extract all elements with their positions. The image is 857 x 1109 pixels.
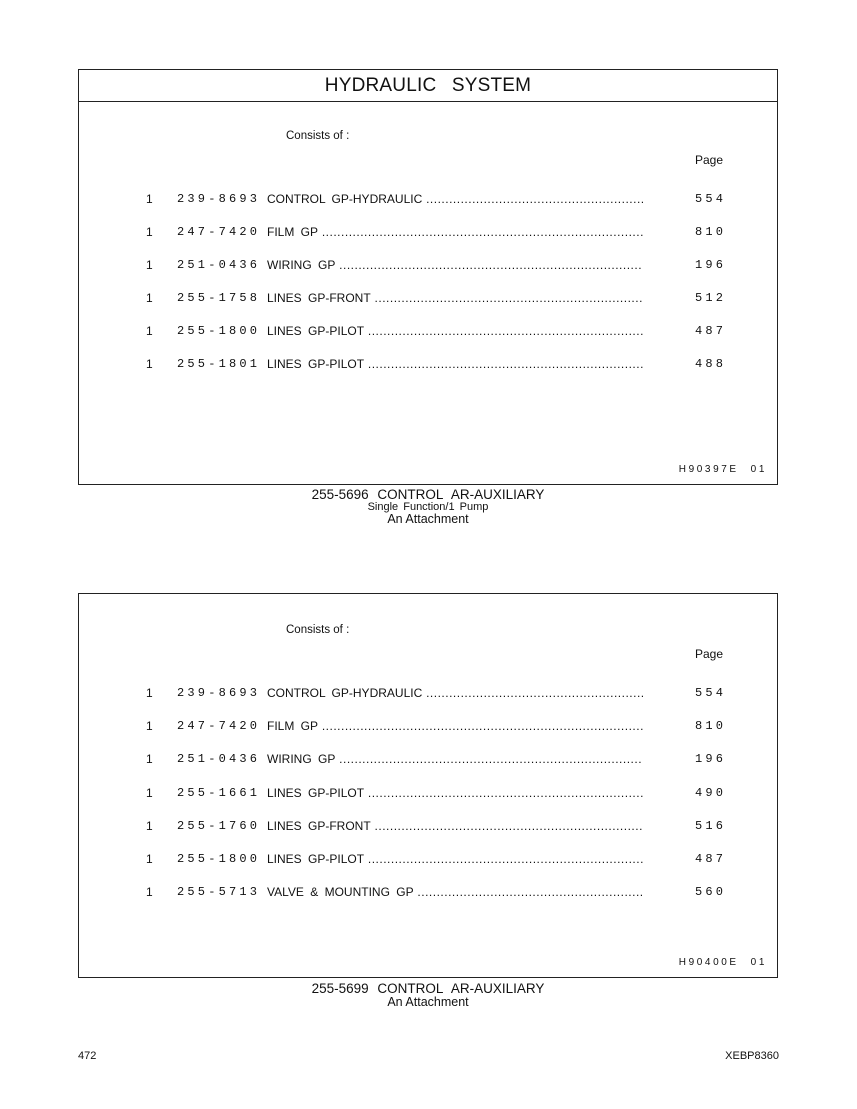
ref-revision: 01 — [750, 957, 767, 968]
parts-group-box-2 — [78, 593, 778, 978]
list-item — [79, 291, 777, 311]
item-description: LINES GP-PILOT ..... — [267, 357, 643, 371]
list-item — [79, 225, 777, 245]
illustration-ref — [679, 464, 767, 475]
item-part-number: 255-5713 — [177, 885, 261, 899]
page-number: 472 — [78, 1050, 97, 1062]
ref-code: H90400E — [678, 957, 739, 968]
list-item — [79, 786, 777, 806]
illustration-ref — [679, 957, 767, 968]
item-qty: 1 — [146, 885, 153, 899]
item-page: 196 — [695, 258, 727, 272]
item-part-number: 239-8693 — [177, 192, 261, 206]
item-description: CONTROL GP-HYDRAULIC ..... — [267, 686, 643, 700]
ref-revision: 01 — [750, 464, 767, 475]
list-item — [79, 852, 777, 872]
list-item — [79, 819, 777, 839]
item-description: LINES GP-PILOT ..... — [267, 786, 643, 800]
item-description: LINES GP-FRONT ..... — [267, 291, 643, 305]
list-item — [79, 686, 777, 706]
caption-note: An Attachment — [387, 512, 469, 526]
item-qty: 1 — [146, 324, 153, 338]
item-part-number: 247-7420 — [177, 719, 261, 733]
item-description: WIRING GP ..... — [267, 258, 643, 272]
item-qty: 1 — [146, 752, 153, 766]
item-description: VALVE & MOUNTING GP ..... — [267, 885, 643, 899]
group-caption-2 — [78, 982, 778, 1008]
group-caption-1 — [78, 488, 778, 525]
page-column-header: Page — [695, 153, 724, 167]
list-item — [79, 357, 777, 377]
item-part-number: 255-1760 — [177, 819, 261, 833]
item-page: 516 — [695, 819, 727, 833]
list-item — [79, 258, 777, 278]
item-part-number: 255-1661 — [177, 786, 261, 800]
item-part-number: 239-8693 — [177, 686, 261, 700]
item-page: 487 — [695, 324, 727, 338]
item-description: CONTROL GP-HYDRAULIC ..... — [267, 192, 643, 206]
item-page: 196 — [695, 752, 727, 766]
item-page: 560 — [695, 885, 727, 899]
item-qty: 1 — [146, 225, 153, 239]
item-part-number: 255-1800 — [177, 852, 261, 866]
document-code: XEBP8360 — [725, 1050, 779, 1062]
item-part-number: 255-1758 — [177, 291, 261, 305]
item-page: 810 — [695, 225, 727, 239]
item-qty: 1 — [146, 719, 153, 733]
item-qty: 1 — [146, 357, 153, 371]
list-item — [79, 324, 777, 344]
item-qty: 1 — [146, 786, 153, 800]
item-qty: 1 — [146, 686, 153, 700]
item-description: LINES GP-PILOT ..... — [267, 324, 643, 338]
item-description: FILM GP ..... — [267, 225, 643, 239]
item-part-number: 251-0436 — [177, 258, 261, 272]
consists-of-label: Consists of : — [286, 130, 350, 142]
list-item — [79, 885, 777, 905]
caption-title: 255-5696 CONTROL AR-AUXILIARY — [311, 487, 545, 502]
item-part-number: 255-1801 — [177, 357, 261, 371]
item-page: 487 — [695, 852, 727, 866]
section-header — [79, 70, 777, 102]
item-description: WIRING GP ..... — [267, 752, 643, 766]
consists-of-label: Consists of : — [286, 624, 350, 636]
caption-title: 255-5699 CONTROL AR-AUXILIARY — [311, 981, 545, 996]
item-page: 554 — [695, 192, 727, 206]
list-item — [79, 752, 777, 772]
item-description: LINES GP-PILOT ..... — [267, 852, 643, 866]
item-qty: 1 — [146, 192, 153, 206]
caption-note: An Attachment — [387, 995, 469, 1009]
ref-code: H90397E — [678, 464, 739, 475]
page-column-header: Page — [695, 647, 724, 661]
item-page: 554 — [695, 686, 727, 700]
item-part-number: 255-1800 — [177, 324, 261, 338]
parts-group-box-1 — [78, 69, 778, 485]
item-page: 512 — [695, 291, 727, 305]
item-part-number: 251-0436 — [177, 752, 261, 766]
item-qty: 1 — [146, 852, 153, 866]
item-page: 488 — [695, 357, 727, 371]
item-qty: 1 — [146, 258, 153, 272]
section-title: HYDRAULIC SYSTEM — [324, 75, 532, 96]
list-item — [79, 192, 777, 212]
item-page: 810 — [695, 719, 727, 733]
item-description: LINES GP-FRONT ..... — [267, 819, 643, 833]
item-qty: 1 — [146, 291, 153, 305]
caption-subtitle: Single Function/1 Pump — [367, 501, 489, 513]
item-part-number: 247-7420 — [177, 225, 261, 239]
item-description: FILM GP ..... — [267, 719, 643, 733]
item-qty: 1 — [146, 819, 153, 833]
item-page: 490 — [695, 786, 727, 800]
list-item — [79, 719, 777, 739]
